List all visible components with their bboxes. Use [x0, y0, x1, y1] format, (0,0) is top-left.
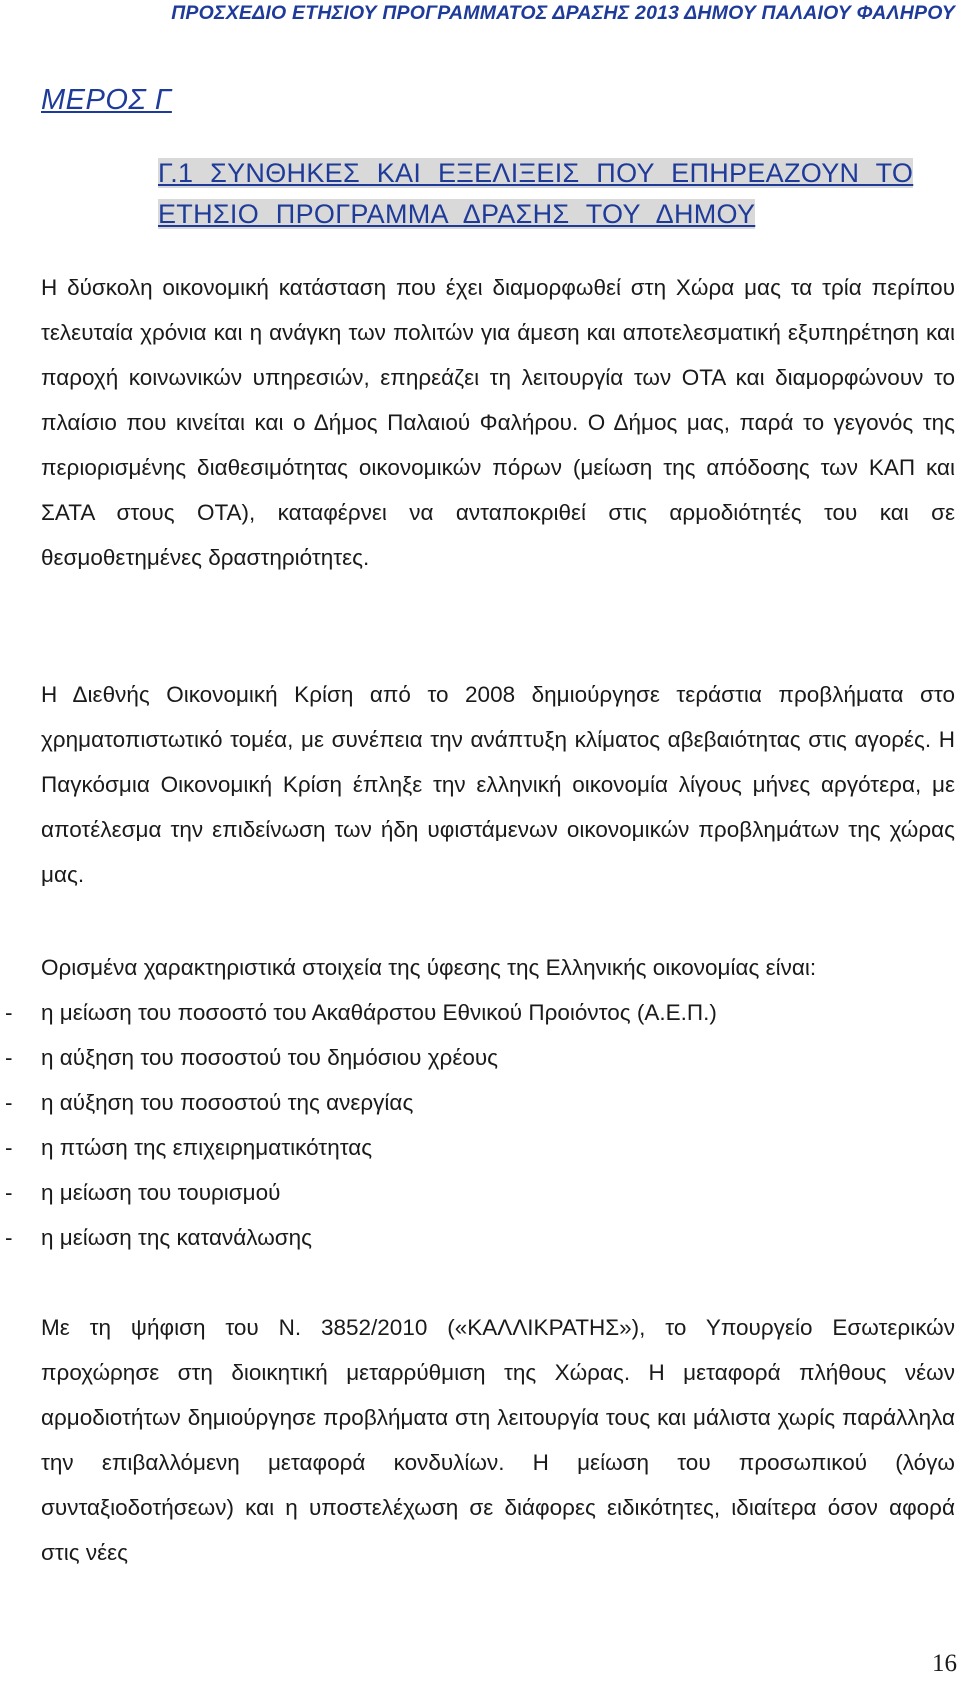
list-dash: -: [5, 1135, 13, 1160]
paragraph-international-crisis: Η Διεθνής Οικονομική Κρίση από το 2008 δημιούργησε τεράστια προβλήματα στο χρηματοπιστωτικό τομέα, με συνέπεια την ανάπτυξη κλίματος αβεβαιότητας στις αγορές. Η Παγκόσμια Οικονομική Κρίση έπληξε την ελληνική οικονομία λίγους μήνες αργότερα, με αποτέλεσμα την επιδείνωση των ήδη υφιστάμενων οικονομικών προβλημάτων της χώρας μας.: [41, 682, 955, 887]
paragraph-economic-situation: Η δύσκολη οικονομική κατάσταση που έχει διαμορφωθεί στη Χώρα μας τα τρία περίπου τελευταία χρόνια και η ανάγκη των πολιτών για άμεση και αποτελεσματική εξυπηρέτηση και παροχή κοινωνικών υπηρεσιών, επηρεάζει τη λειτουργία των ΟΤΑ και διαμορφώνουν το πλαίσιο που κινείται και ο Δήμος Παλαιού Φαλήρου. Ο Δήμος μας, παρά το γεγονός της περιορισμένης διαθεσιμότητας οικονομικών πόρων (μείωση της απόδοσης των ΚΑΠ και ΣΑΤΑ στους ΟΤΑ), καταφέρνει να ανταποκριθεί στις αρμοδιότητές του και σε θεσμοθετημένες δραστηριότητες.: [41, 275, 955, 570]
list-item: [0, 1125, 717, 1170]
list-item-text: η μείωση της κατανάλωσης: [41, 1225, 313, 1250]
section-title-text: Γ.1 ΣΥΝΘΗΚΕΣ ΚΑΙ ΕΞΕΛΙΞΕΙΣ ΠΟΥ ΕΠΗΡΕΑΖΟΥΝ ΤΟ ΕΤΗΣΙΟ ΠΡΟΓΡΑΜΜΑ ΔΡΑΣΗΣ ΤΟΥ ΔΗΜΟΥ: [158, 158, 914, 229]
part-title: ΜΕΡΟΣ Γ: [41, 84, 172, 116]
running-header: ΠΡΟΣΧΕΔΙΟ ΕΤΗΣΙΟΥ ΠΡΟΓΡΑΜΜΑΤΟΣ ΔΡΑΣΗΣ 2013 ΔΗΜΟΥ ΠΑΛΑΙΟΥ ΦΑΛΗΡΟΥ: [171, 2, 955, 24]
list-item: [0, 990, 717, 1035]
list-item: [0, 1080, 717, 1125]
list-dash: -: [5, 1180, 13, 1205]
list-dash: -: [5, 1000, 13, 1025]
list-intro: Ορισμένα χαρακτηριστικά στοιχεία της ύφεσης της Ελληνικής οικονομίας είναι:: [41, 955, 817, 980]
page-number: 16: [932, 1650, 957, 1677]
list-dash: -: [5, 1090, 13, 1115]
list-item-text: η πτώση της επιχειρηματικότητας: [41, 1135, 373, 1160]
list-item: [0, 1035, 717, 1080]
list-item-text: η αύξηση του ποσοστού του δημόσιου χρέους: [41, 1045, 499, 1070]
list-dash: -: [5, 1045, 13, 1070]
list-dash: -: [5, 1225, 13, 1250]
list-item-text: η μείωση του τουρισμού: [41, 1180, 281, 1205]
list-item-text: η αύξηση του ποσοστού της ανεργίας: [41, 1090, 414, 1115]
list-item: [0, 1170, 717, 1215]
list-item-text: η μείωση του ποσοστό του Ακαθάρστου Εθνικού Προιόντος (Α.Ε.Π.): [41, 1000, 717, 1025]
paragraph-kallikratis: Με τη ψήφιση του Ν. 3852/2010 («ΚΑΛΛΙΚΡΑΤΗΣ»), το Υπουργείο Εσωτερικών προχώρησε στη διοικητική μεταρρύθμιση της Χώρας. Η μεταφορά πλήθους νέων αρμοδιοτήτων δημιούργησε προβλήματα στη λειτουργία τους και μάλιστα χωρίς παράλληλα την επιβαλλόμενη μεταφορά κονδυλίων. Η μείωση του προσωπικού (λόγω συνταξιοδοτήσεων) και η υποστελέχωση σε διάφορες ειδικότητες, ιδιαίτερα όσον αφορά στις νέες: [41, 1315, 955, 1565]
list-item: [0, 1215, 717, 1260]
section-title: [158, 153, 956, 235]
recession-characteristics-list: [0, 990, 717, 1260]
